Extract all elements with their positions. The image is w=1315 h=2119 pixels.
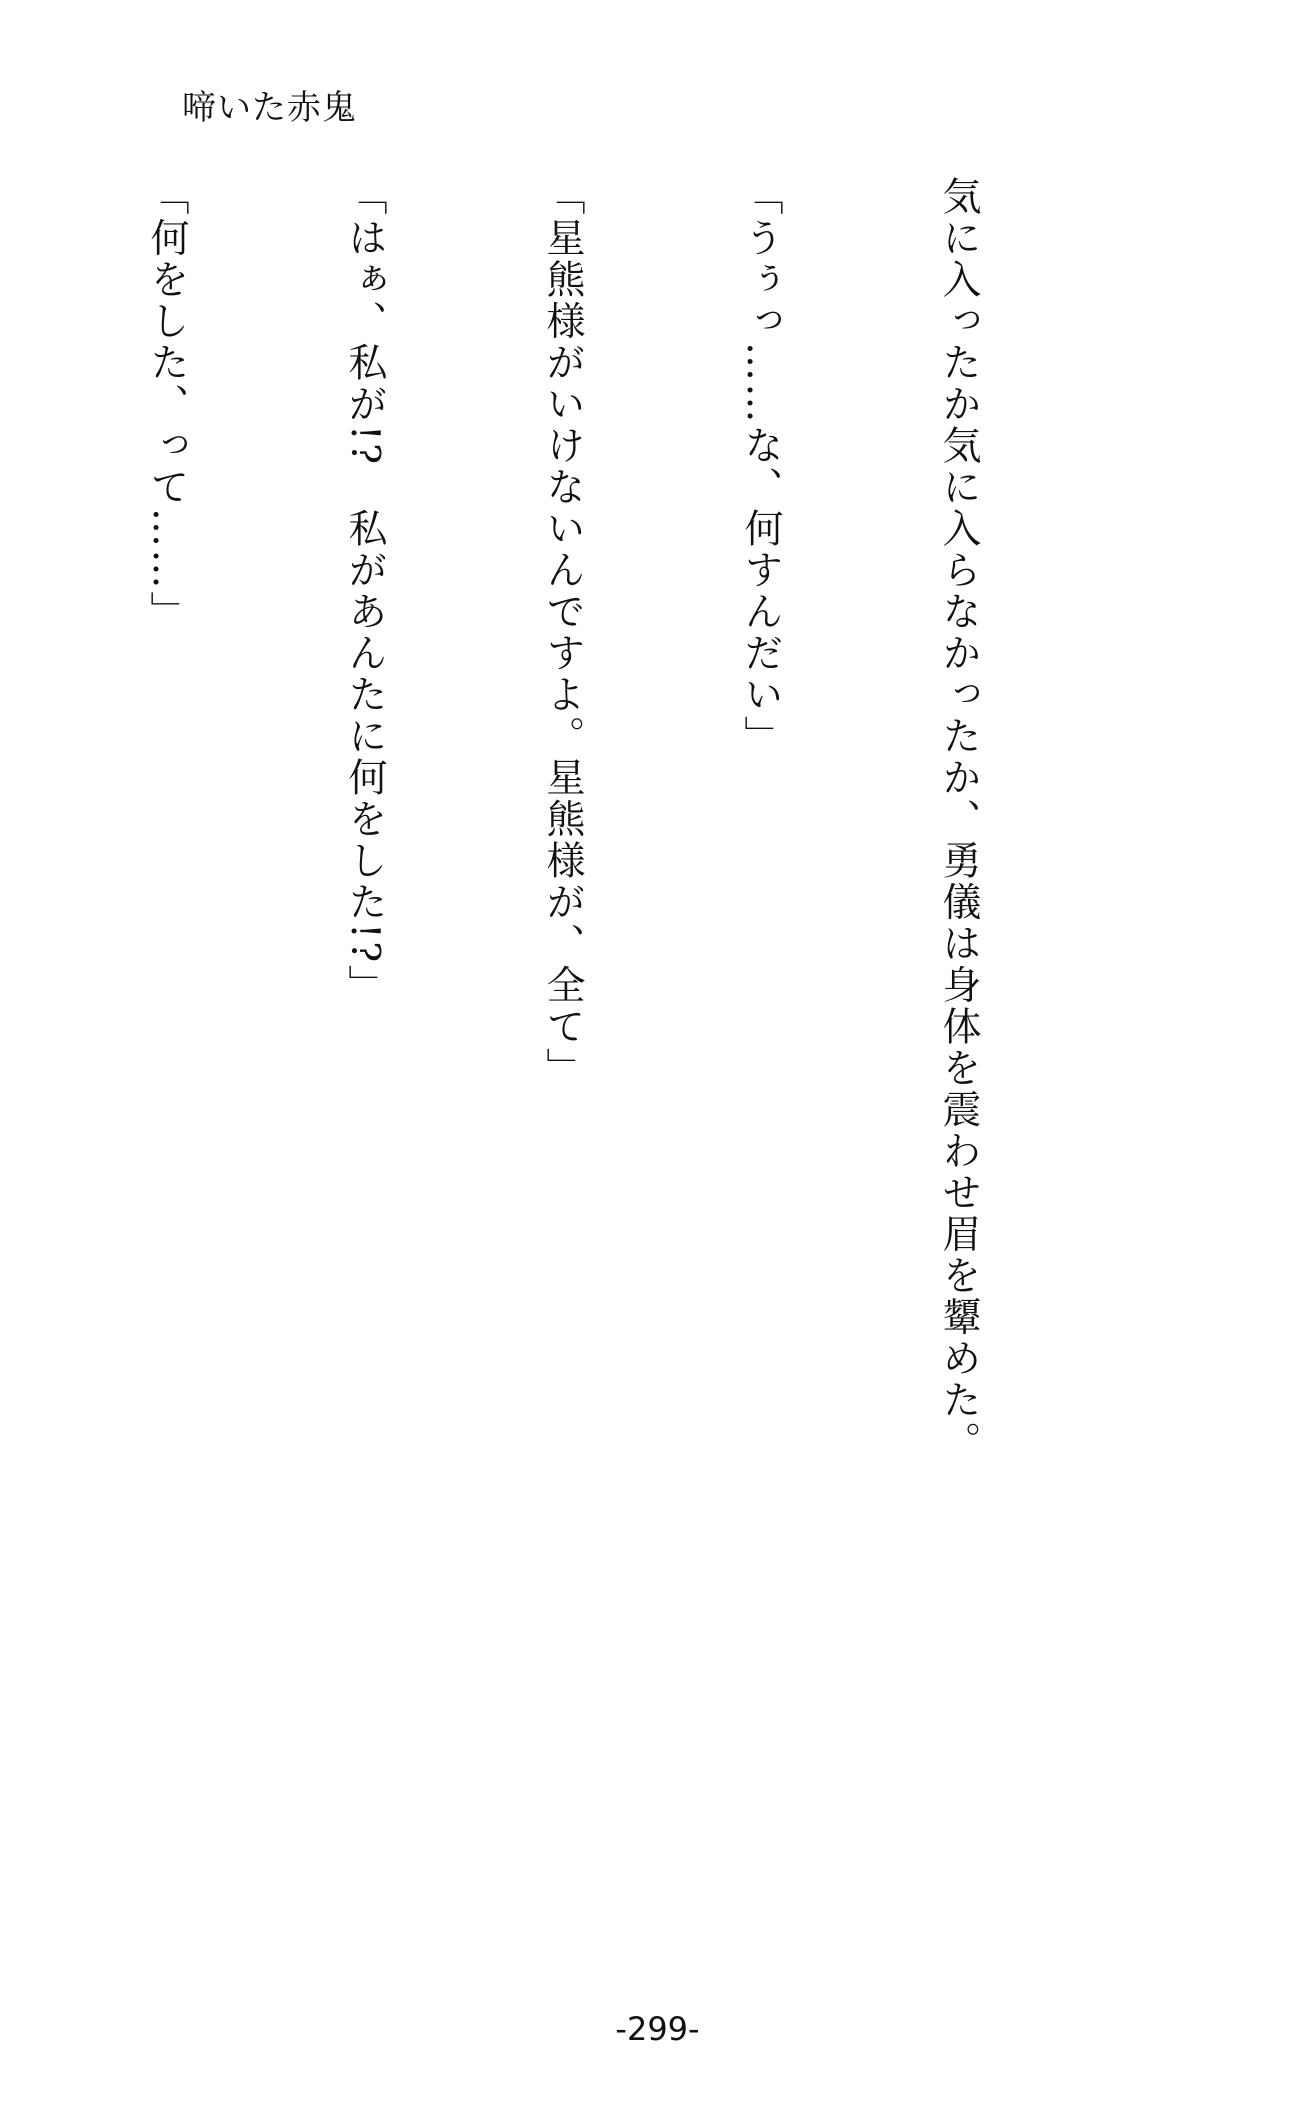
text-line: 「うぅっ……な、何すんだい」 xyxy=(738,176,783,757)
text-line: 気に入ったか気に入らなかったか、勇儀は身体を震わせ眉を顰めた。 xyxy=(936,176,981,1463)
text-line: 「星熊様がいけないんですよ。星熊様が、全て」 xyxy=(540,176,585,1089)
running-header: 啼いた赤鬼 xyxy=(182,88,357,128)
text-line: 「はぁ、私が!? 私があんたに何をした!?」 xyxy=(342,176,387,1007)
text-line xyxy=(0,176,1,1926)
page-body xyxy=(123,176,1123,1926)
page-number: -299- xyxy=(615,2010,700,2048)
text-line: 「何をした、って……」 xyxy=(144,176,189,633)
